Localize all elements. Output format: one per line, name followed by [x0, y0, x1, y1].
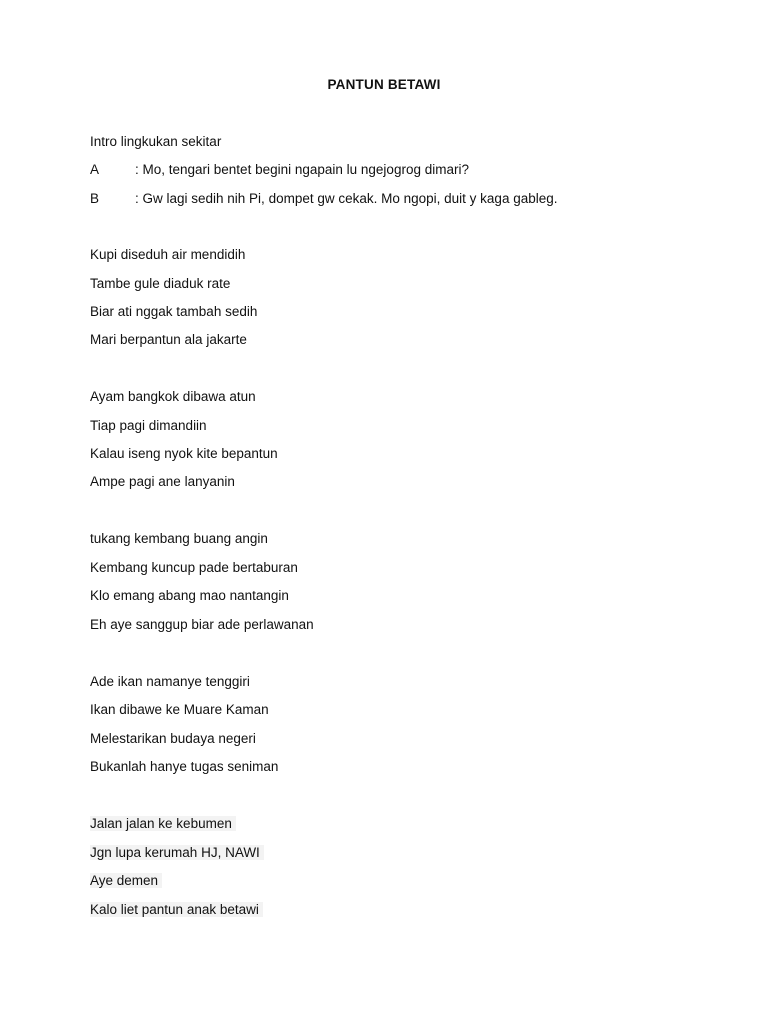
- dialogue-speaker: B: [90, 191, 100, 206]
- stanza-1-line-3: Biar ati nggak tambah sedih: [90, 304, 258, 319]
- stanza-3-line-4: Eh aye sanggup biar ade perlawanan: [90, 617, 314, 632]
- document-title: PANTUN BETAWI: [327, 77, 441, 92]
- dialogue-line-a: [90, 161, 469, 179]
- intro-heading: Intro lingkukan sekitar: [90, 134, 222, 149]
- stanza-2-line-2: Tiap pagi dimandiin: [90, 418, 207, 433]
- stanza-5-line-4: [90, 901, 263, 919]
- stanza-1-line-4: Mari berpantun ala jakarte: [90, 332, 247, 347]
- stanza-4-line-3: Melestarikan budaya negeri: [90, 731, 256, 746]
- stanza-2-line-1: Ayam bangkok dibawa atun: [90, 389, 256, 404]
- stanza-3-line-1: tukang kembang buang angin: [90, 531, 268, 546]
- stanza-2-line-4: Ampe pagi ane lanyanin: [90, 474, 235, 489]
- stanza-5-line-3: [90, 872, 162, 890]
- stanza-1-line-2: Tambe gule diaduk rate: [90, 276, 231, 291]
- dialogue-text: : Gw lagi sedih nih Pi, dompet gw cekak. Mo ngopi, duit y kaga gableg.: [135, 191, 558, 206]
- stanza-2-line-3: Kalau iseng nyok kite bepantun: [90, 446, 278, 461]
- stanza-4-line-4: Bukanlah hanye tugas seniman: [90, 759, 279, 774]
- dialogue-text: : Mo, tengari bentet begini ngapain lu ngejogrog dimari?: [135, 162, 469, 177]
- dialogue-speaker: A: [90, 162, 100, 177]
- dialogue-line-b: [90, 190, 558, 208]
- stanza-5-line-2: [90, 844, 264, 862]
- stanza-4-line-1: Ade ikan namanye tenggiri: [90, 674, 250, 689]
- stanza-3-line-3: Klo emang abang mao nantangin: [90, 588, 289, 603]
- highlighted-text: Kalo liet pantun anak betawi: [90, 902, 263, 917]
- stanza-1-line-1: Kupi diseduh air mendidih: [90, 247, 246, 262]
- stanza-4-line-2: Ikan dibawe ke Muare Kaman: [90, 702, 269, 717]
- stanza-3-line-2: Kembang kuncup pade bertaburan: [90, 560, 298, 575]
- stanza-5-line-1: [90, 815, 236, 833]
- highlighted-text: Aye demen: [90, 873, 162, 888]
- highlighted-text: Jalan jalan ke kebumen: [90, 816, 236, 831]
- highlighted-text: Jgn lupa kerumah HJ, NAWI: [90, 845, 264, 860]
